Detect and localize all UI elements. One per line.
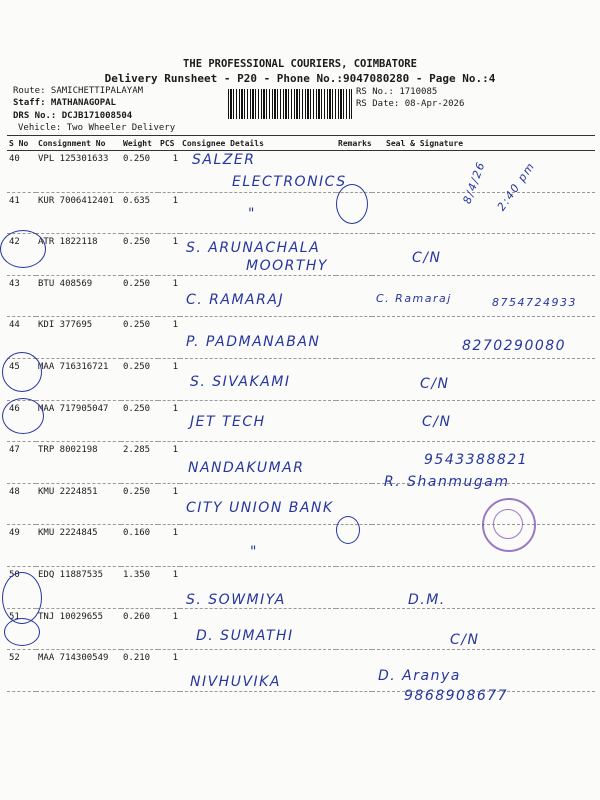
pen-circle-sno-51: [4, 618, 40, 646]
rs-date-label: RS Date: 08-Apr-2026: [356, 99, 465, 109]
cell-pcs: 1: [158, 192, 180, 234]
cell-sno: 47: [7, 442, 36, 484]
hw-r44-name: P. PADMANABAN: [186, 334, 321, 350]
cell-consignment: BTU 408569: [36, 275, 121, 317]
cell-weight: 0.250: [121, 234, 158, 276]
cell-pcs: 1: [158, 608, 180, 650]
barcode: [228, 89, 352, 119]
cell-weight: 0.635: [121, 192, 158, 234]
hw-r45-sig: C/N: [420, 376, 450, 392]
cell-seal: [372, 400, 595, 442]
hw-r46-name: JET TECH: [190, 414, 266, 430]
cell-consignment: KMU 2224851: [36, 483, 121, 525]
pen-circle-sno-45: [2, 352, 42, 392]
hw-r40-name1: SALZER: [192, 152, 256, 168]
hw-r47-phone: 9543388821: [424, 452, 529, 468]
cell-pcs: 1: [158, 525, 180, 567]
cell-weight: 0.160: [121, 525, 158, 567]
cell-consignment: TRP 8002198: [36, 442, 121, 484]
cell-sno: 42: [7, 234, 36, 276]
cell-pcs: 1: [158, 358, 180, 400]
cell-remarks: [336, 400, 372, 442]
cell-pcs: 1: [158, 317, 180, 359]
cell-consignment: TNJ 10029655: [36, 608, 121, 650]
col-header-weight: Weight: [121, 136, 158, 151]
runsheet-table: [7, 135, 595, 692]
pen-circle-sno-42: [0, 230, 46, 268]
hw-r42-sig: C/N: [412, 250, 442, 266]
cell-pcs: 1: [158, 151, 180, 193]
cell-remarks: [336, 317, 372, 359]
cell-sno: 44: [7, 317, 36, 359]
hw-r51-sig: C/N: [450, 632, 480, 648]
cell-consignment: MAA 717905047: [36, 400, 121, 442]
cell-remarks: [336, 650, 372, 692]
cell-pcs: 1: [158, 442, 180, 484]
cell-sno: 45: [7, 358, 36, 400]
hw-r44-phone: 8270290080: [462, 338, 567, 354]
pen-circle-sno-50: [2, 572, 42, 624]
col-header-sno: S No: [7, 136, 36, 151]
cell-sno: 52: [7, 650, 36, 692]
cell-consignment: KDI 377695: [36, 317, 121, 359]
hw-r40-date: 8/4/26: [460, 159, 488, 206]
cell-sno: 49: [7, 525, 36, 567]
table-row: [7, 608, 595, 650]
cell-weight: 0.250: [121, 483, 158, 525]
drs-label: DRS No.: DCJB171008504: [13, 111, 133, 121]
col-header-consignee: Consignee Details: [180, 136, 336, 151]
staff-label: Staff: MATHANAGOPAL: [13, 98, 116, 108]
cell-remarks: [336, 358, 372, 400]
hw-r46-sig: C/N: [422, 414, 452, 430]
cell-remarks: [336, 608, 372, 650]
cell-sno: 40: [7, 151, 36, 193]
cell-sno: 48: [7, 483, 36, 525]
cell-pcs: 1: [158, 400, 180, 442]
cell-consignment: KMU 2224845: [36, 525, 121, 567]
hw-r52-sig: D. Aranya: [378, 668, 461, 684]
hw-r43-name: C. RAMARAJ: [186, 292, 285, 308]
hw-r40-name2: ELECTRONICS: [232, 174, 347, 190]
hw-r41-ditto: ": [248, 206, 256, 222]
header-subtitle: Delivery Runsheet - P20 - Phone No.:9047080280 - Page No.:4: [104, 72, 496, 85]
cell-consignment: EDQ 11887535: [36, 566, 121, 608]
cell-sno: 51: [7, 608, 36, 650]
hw-r42-name1: S. ARUNACHALA: [186, 240, 321, 256]
cell-sno: 43: [7, 275, 36, 317]
table-row: [7, 566, 595, 608]
cell-pcs: 1: [158, 483, 180, 525]
pen-circle-sno-46: [2, 398, 44, 434]
cell-consignment: VPL 125301633: [36, 151, 121, 193]
rs-no-label: RS No.: 1710085: [356, 87, 438, 97]
cell-pcs: 1: [158, 566, 180, 608]
office-seal-stamp: [482, 498, 536, 552]
header-company: THE PROFESSIONAL COURIERS, COIMBATORE: [183, 58, 417, 70]
cell-seal: [372, 234, 595, 276]
cell-pcs: 1: [158, 650, 180, 692]
hw-r45-name: S. SIVAKAMI: [190, 374, 291, 390]
cell-seal: [372, 358, 595, 400]
hw-r49-ditto: ": [250, 544, 258, 560]
cell-weight: 0.210: [121, 650, 158, 692]
hw-r43-phone: 8754724933: [492, 296, 577, 309]
hw-r50-sig: D.M.: [408, 592, 446, 608]
cell-sno: 41: [7, 192, 36, 234]
cell-weight: 0.250: [121, 151, 158, 193]
cell-remarks: [336, 442, 372, 484]
route-label: Route: SAMICHETTIPALAYAM: [13, 86, 144, 96]
cell-weight: 0.250: [121, 400, 158, 442]
vehicle-label: Vehicle: Two Wheeler Delivery: [18, 123, 176, 133]
table-header-row: [7, 136, 595, 151]
col-header-pcs: PCS: [158, 136, 180, 151]
cell-remarks: [336, 566, 372, 608]
hw-r51-name: D. SUMATHI: [196, 628, 294, 644]
cell-consignment: MAA 714300549: [36, 650, 121, 692]
table-row: [7, 400, 595, 442]
hw-r47-name: NANDAKUMAR: [188, 460, 305, 476]
cell-consignee: [180, 525, 336, 567]
cell-weight: 0.250: [121, 317, 158, 359]
col-header-remarks: Remarks: [336, 136, 372, 151]
hw-r50-name: S. SOWMIYA: [186, 592, 286, 608]
table-row: [7, 358, 595, 400]
cell-weight: 0.250: [121, 275, 158, 317]
cell-sno: 50: [7, 566, 36, 608]
cell-consignment: MAA 716316721: [36, 358, 121, 400]
cell-pcs: 1: [158, 234, 180, 276]
hw-r52-phone: 9868908677: [404, 688, 509, 704]
cell-seal: [372, 608, 595, 650]
hw-r48-name: CITY UNION BANK: [186, 500, 334, 516]
cell-remarks: [336, 234, 372, 276]
cell-consignment: KUR 7006412401: [36, 192, 121, 234]
cell-consignee: [180, 192, 336, 234]
cell-sno: 46: [7, 400, 36, 442]
cell-weight: 0.250: [121, 358, 158, 400]
pen-circle-remark-40: [336, 184, 368, 224]
col-header-seal: Seal & Signature: [372, 136, 595, 151]
hw-r40-time: 2:40 pm: [494, 159, 538, 214]
hw-r42-name2: MOORTHY: [246, 258, 328, 274]
hw-r47-sig: R. Shanmugam: [384, 474, 510, 490]
cell-seal: [372, 192, 595, 234]
cell-weight: 2.285: [121, 442, 158, 484]
cell-weight: 0.260: [121, 608, 158, 650]
table-row: [7, 650, 595, 692]
col-header-consignment: Consignment No: [36, 136, 121, 151]
cell-pcs: 1: [158, 275, 180, 317]
hw-r52-name: NIVHUVIKA: [190, 674, 281, 690]
cell-remarks: [336, 275, 372, 317]
cell-weight: 1.350: [121, 566, 158, 608]
hw-r43-sig: C. Ramaraj: [376, 292, 452, 305]
cell-seal: [372, 566, 595, 608]
cell-consignment: ATR 1822118: [36, 234, 121, 276]
pen-circle-remark-48: [336, 516, 360, 544]
